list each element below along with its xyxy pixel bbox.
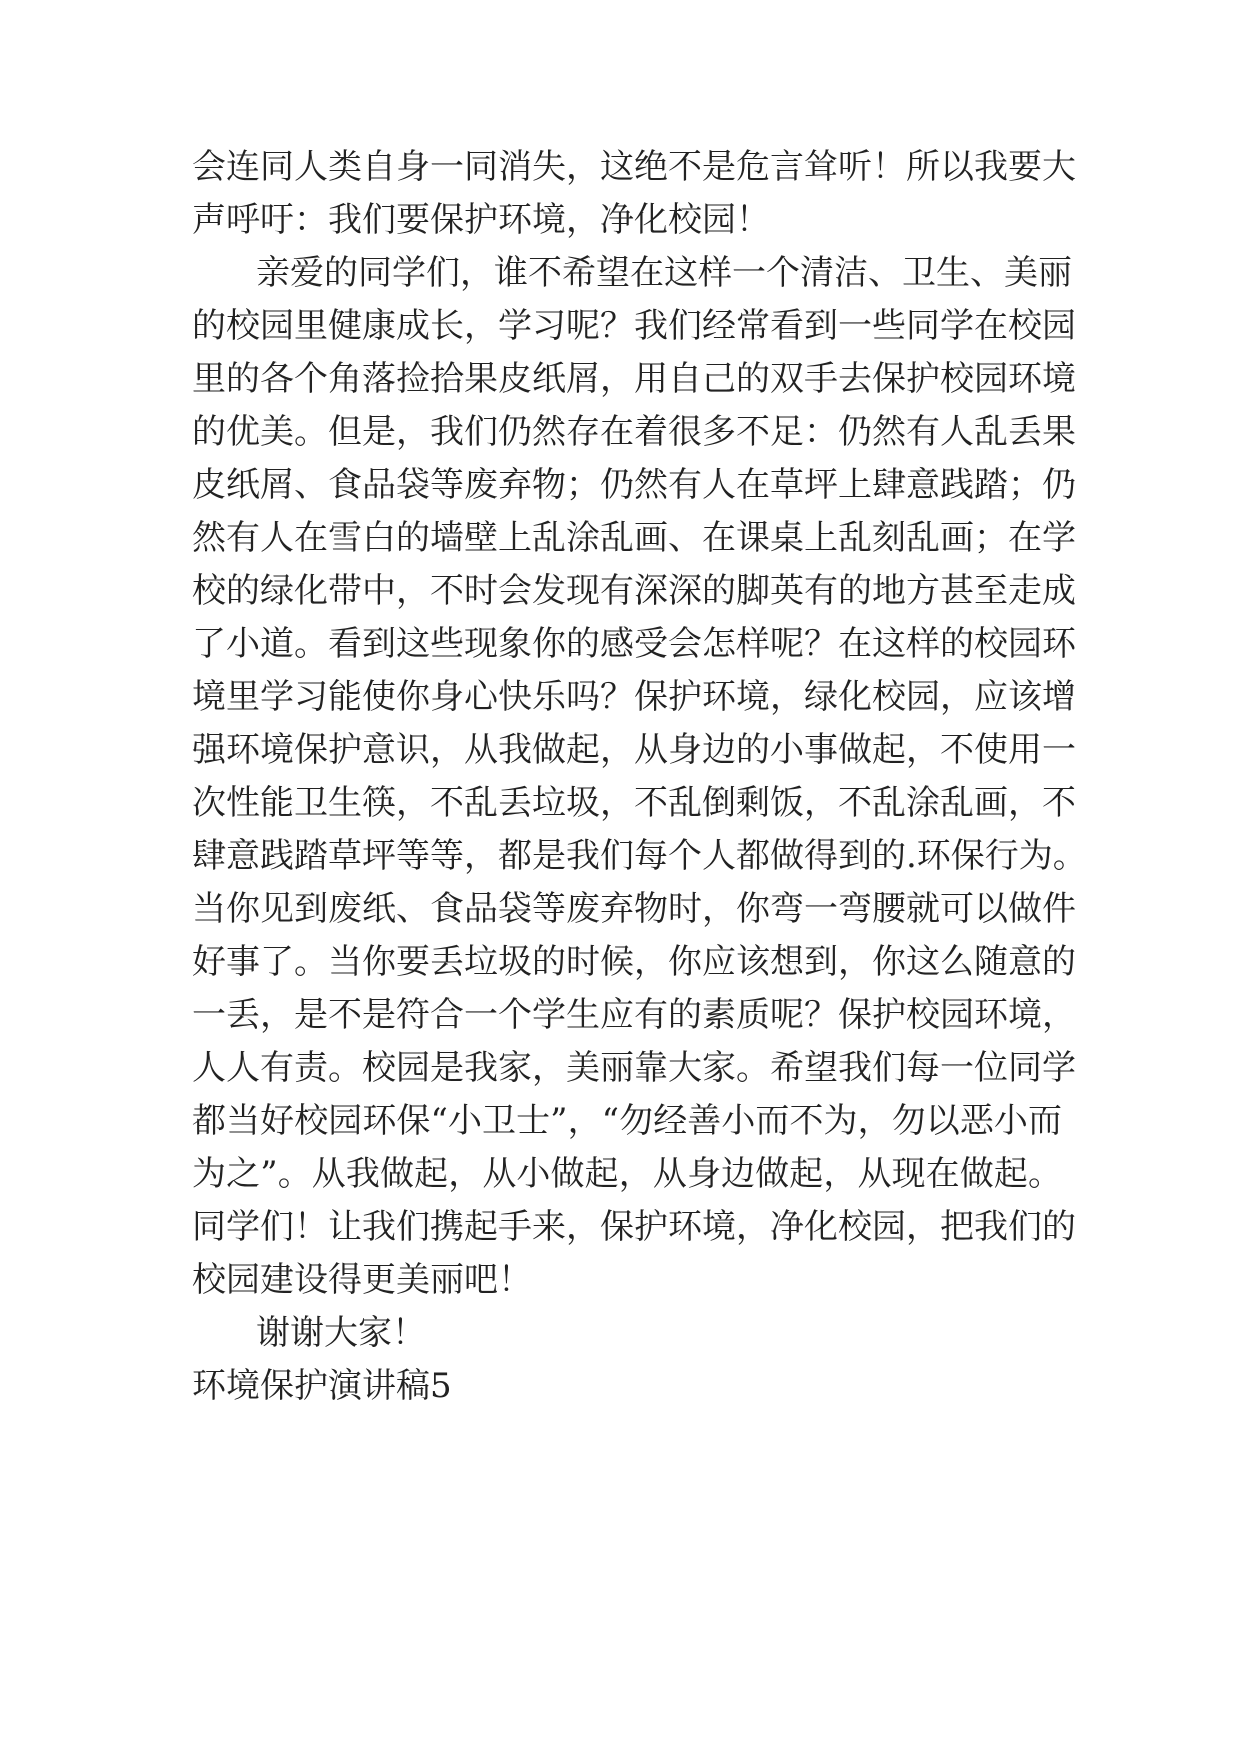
paragraph-2-line-12: 肆意践踏草坪等等，都是我们每个人都做得到的.环保行为。	[192, 836, 1087, 876]
paragraph-2-line-11: 次性能卫生筷，不乱丢垃圾，不乱倒剩饭，不乱涂乱画，不	[192, 783, 1076, 823]
paragraph-2-line-7: 校的绿化带中，不时会发现有深深的脚英有的地方甚至走成	[192, 571, 1076, 611]
paragraph-2-line-3: 里的各个角落捡拾果皮纸屑，用自己的双手去保护校园环境	[192, 359, 1076, 399]
paragraph-2-line-15: 一丢，是不是符合一个学生应有的素质呢？保护校园环境，	[192, 995, 1076, 1035]
paragraph-2-line-13: 当你见到废纸、食品袋等废弃物时，你弯一弯腰就可以做件	[192, 889, 1076, 929]
paragraph-3-line-1: 谢谢大家！	[256, 1313, 426, 1353]
paragraph-2-line-1: 亲爱的同学们，谁不希望在这样一个清洁、卫生、美丽	[256, 253, 1072, 293]
paragraph-2-line-18: 为之”。从我做起，从小做起，从身边做起，从现在做起。	[192, 1154, 1062, 1194]
paragraph-2-line-4: 的优美。但是，我们仍然存在着很多不足：仍然有人乱丢果	[192, 412, 1076, 452]
paragraph-2-line-14: 好事了。当你要丢垃圾的时候，你应该想到，你这么随意的	[192, 942, 1076, 982]
paragraph-2-line-19: 同学们！让我们携起手来，保护环境，净化校园，把我们的	[192, 1207, 1076, 1247]
paragraph-1-line-1: 会连同人类自身一同消失，这绝不是危言耸听！所以我要大	[192, 147, 1076, 187]
paragraph-2-line-17: 都当好校园环保“小卫士”，“勿经善小而不为，勿以恶小而	[192, 1101, 1062, 1141]
paragraph-1-line-2: 声呼吁：我们要保护环境，净化校园！	[192, 200, 770, 240]
paragraph-2-line-10: 强环境保护意识，从我做起，从身边的小事做起，不使用一	[192, 730, 1076, 770]
paragraph-2-line-9: 境里学习能使你身心快乐吗？保护环境，绿化校园，应该增	[192, 677, 1076, 717]
paragraph-2-line-6: 然有人在雪白的墙壁上乱涂乱画、在课桌上乱刻乱画；在学	[192, 518, 1076, 558]
paragraph-2-line-8: 了小道。看到这些现象你的感受会怎样呢？在这样的校园环	[192, 624, 1076, 664]
paragraph-2-line-20: 校园建设得更美丽吧！	[192, 1260, 532, 1300]
paragraph-2-line-16: 人人有责。校园是我家，美丽靠大家。希望我们每一位同学	[192, 1048, 1076, 1088]
section-heading: 环境保护演讲稿5	[192, 1366, 452, 1406]
paragraph-2-line-2: 的校园里健康成长，学习呢？我们经常看到一些同学在校园	[192, 306, 1076, 346]
paragraph-2-line-5: 皮纸屑、食品袋等废弃物；仍然有人在草坪上肆意践踏；仍	[192, 465, 1076, 505]
